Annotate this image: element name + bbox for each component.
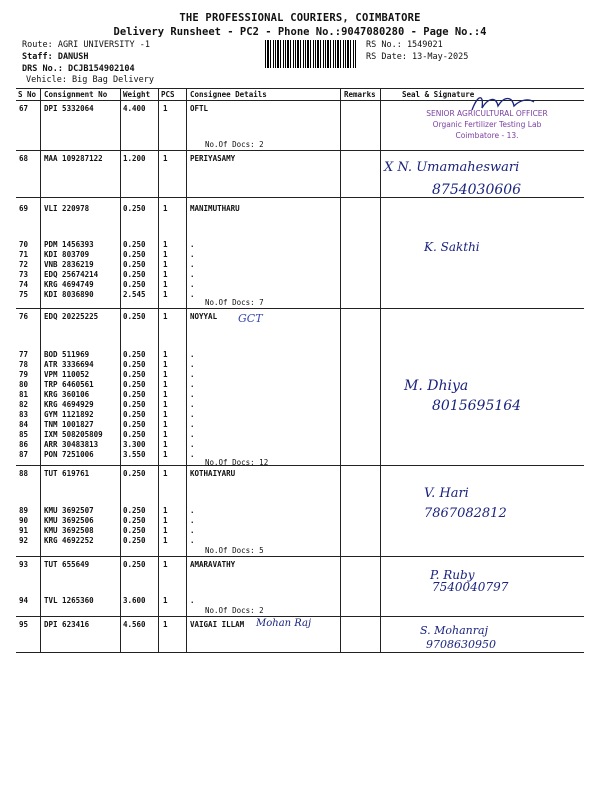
row-sno: 74 [19, 280, 29, 289]
col-sep [158, 88, 159, 653]
row-pcs: 1 [163, 240, 168, 249]
row-sno: 93 [19, 560, 29, 569]
row-weight: 0.250 [123, 380, 146, 389]
row-consignment-no: VNB 2836219 [44, 260, 94, 269]
row-consignee: . [190, 506, 195, 515]
row-pcs: 1 [163, 596, 168, 605]
row-sno: 85 [19, 430, 29, 439]
row-weight: 0.250 [123, 390, 146, 399]
row-consignment-no: KRG 4694929 [44, 400, 94, 409]
row-weight: 4.560 [123, 620, 146, 629]
row-consignee: PERIYASAMY [190, 154, 236, 163]
row-consignment-no: DPI 623416 [44, 620, 90, 629]
row-consignee: . [190, 596, 195, 605]
handwritten-name: X N. Umamaheswari [384, 160, 520, 175]
row-consignee: . [190, 420, 195, 429]
row-consignee: . [190, 390, 195, 399]
row-consignee: AMARAVATHY [190, 560, 236, 569]
row-consignee: . [190, 370, 195, 379]
group-separator [16, 465, 584, 466]
table-top-border [16, 88, 584, 89]
row-sno: 86 [19, 440, 29, 449]
rs-number: RS No.: 1549021 [366, 40, 443, 50]
row-consignee: . [190, 250, 195, 259]
signature-image [468, 92, 538, 118]
row-weight: 2.545 [123, 290, 146, 299]
row-sno: 94 [19, 596, 29, 605]
handwritten-note: GCT [238, 312, 263, 325]
row-consignee: . [190, 526, 195, 535]
handwritten-phone: 8015695164 [432, 398, 522, 414]
row-consignment-no: KRG 4692252 [44, 536, 94, 545]
row-sno: 68 [19, 154, 29, 163]
row-weight: 0.250 [123, 410, 146, 419]
row-weight: 0.250 [123, 526, 146, 535]
row-pcs: 1 [163, 400, 168, 409]
row-pcs: 1 [163, 420, 168, 429]
row-consignment-no: TRP 6460561 [44, 380, 94, 389]
row-consignment-no: EDQ 25674214 [44, 270, 99, 279]
group-separator [16, 308, 584, 309]
row-consignment-no: KDI 8036890 [44, 290, 94, 299]
rs-date: RS Date: 13-May-2025 [366, 52, 469, 62]
row-consignment-no: KRG 360106 [44, 390, 90, 399]
row-consignee: . [190, 410, 195, 419]
table-bottom-border [16, 652, 584, 653]
row-pcs: 1 [163, 380, 168, 389]
docs-count: No.Of Docs: 12 [205, 458, 269, 467]
drs-label: DRS No.: DCJB154902104 [22, 64, 135, 74]
stamp-line: Organic Fertilizer Testing Lab [432, 120, 542, 129]
docs-count: No.Of Docs: 2 [205, 606, 264, 615]
docs-count: No.Of Docs: 7 [205, 298, 264, 307]
group-separator [16, 556, 584, 557]
row-consignment-no: EDQ 20225225 [44, 312, 99, 321]
row-weight: 0.250 [123, 360, 146, 369]
row-weight: 4.400 [123, 104, 146, 113]
row-weight: 0.250 [123, 560, 146, 569]
row-pcs: 1 [163, 410, 168, 419]
row-consignee: . [190, 240, 195, 249]
col-header-pcs: PCS [161, 90, 175, 99]
row-pcs: 1 [163, 370, 168, 379]
row-consignee: . [190, 290, 195, 299]
docs-count: No.Of Docs: 2 [205, 140, 264, 149]
row-sno: 87 [19, 450, 29, 459]
row-pcs: 1 [163, 450, 168, 459]
barcode-image [265, 40, 357, 68]
row-consignment-no: GYM 1121892 [44, 410, 94, 419]
row-consignee: . [190, 380, 195, 389]
staff-label: Staff: DANUSH [22, 52, 89, 62]
row-consignee: . [190, 430, 195, 439]
row-consignee: OFTL [190, 104, 209, 113]
col-sep [40, 88, 41, 653]
company-title: THE PROFESSIONAL COURIERS, COIMBATORE [179, 12, 421, 24]
row-sno: 83 [19, 410, 29, 419]
handwritten-name: S. Mohanraj [420, 624, 488, 637]
row-consignment-no: DPI 5332064 [44, 104, 94, 113]
row-consignee: . [190, 350, 195, 359]
row-weight: 0.250 [123, 260, 146, 269]
handwritten-phone: 9708630950 [426, 638, 496, 651]
row-consignment-no: PON 7251006 [44, 450, 94, 459]
row-weight: 0.250 [123, 370, 146, 379]
row-sno: 69 [19, 204, 29, 213]
row-pcs: 1 [163, 390, 168, 399]
col-sep [380, 88, 381, 653]
row-sno: 77 [19, 350, 29, 359]
col-header-seal-signature: Seal & Signature [402, 90, 475, 99]
row-consignee: KOTHAIYARU [190, 469, 236, 478]
row-pcs: 1 [163, 506, 168, 515]
handwritten-name: P. Ruby [430, 568, 475, 582]
row-sno: 75 [19, 290, 29, 299]
row-weight: 0.250 [123, 536, 146, 545]
row-sno: 92 [19, 536, 29, 545]
row-pcs: 1 [163, 360, 168, 369]
row-pcs: 1 [163, 560, 168, 569]
row-consignment-no: TUT 619761 [44, 469, 90, 478]
row-consignment-no: BOD 511969 [44, 350, 90, 359]
row-sno: 82 [19, 400, 29, 409]
row-weight: 3.600 [123, 596, 146, 605]
row-sno: 91 [19, 526, 29, 535]
row-weight: 0.250 [123, 430, 146, 439]
stamp-line: SENIOR AGRICULTURAL OFFICER [426, 109, 548, 118]
row-weight: 0.250 [123, 420, 146, 429]
row-weight: 0.250 [123, 204, 146, 213]
row-pcs: 1 [163, 350, 168, 359]
row-pcs: 1 [163, 270, 168, 279]
group-separator [16, 616, 584, 617]
row-consignee: MANIMUTHARU [190, 204, 240, 213]
row-consignment-no: IXM 508205809 [44, 430, 103, 439]
row-pcs: 1 [163, 536, 168, 545]
row-sno: 84 [19, 420, 29, 429]
handwritten-name: M. Dhiya [404, 378, 469, 394]
row-consignee: . [190, 260, 195, 269]
row-weight: 1.200 [123, 154, 146, 163]
row-sno: 72 [19, 260, 29, 269]
row-weight: 0.250 [123, 250, 146, 259]
row-consignment-no: TVL 1265360 [44, 596, 94, 605]
row-pcs: 1 [163, 469, 168, 478]
row-sno: 70 [19, 240, 29, 249]
row-pcs: 1 [163, 290, 168, 299]
row-sno: 78 [19, 360, 29, 369]
row-consignment-no: KMU 3692508 [44, 526, 94, 535]
row-pcs: 1 [163, 440, 168, 449]
row-sno: 76 [19, 312, 29, 321]
row-weight: 0.250 [123, 270, 146, 279]
row-pcs: 1 [163, 280, 168, 289]
row-consignee: . [190, 270, 195, 279]
row-weight: 0.250 [123, 240, 146, 249]
handwritten-name: K. Sakthi [424, 240, 480, 254]
row-sno: 73 [19, 270, 29, 279]
row-consignee: . [190, 450, 195, 459]
row-consignment-no: KMU 3692507 [44, 506, 94, 515]
vehicle-label: Vehicle: Big Bag Delivery [26, 75, 154, 85]
row-weight: 3.300 [123, 440, 146, 449]
row-consignment-no: ARR 30483813 [44, 440, 99, 449]
handwritten-phone: 7867082812 [424, 506, 507, 521]
row-consignment-no: TUT 655649 [44, 560, 90, 569]
row-consignee: . [190, 536, 195, 545]
docs-count: No.Of Docs: 5 [205, 546, 264, 555]
col-sep [120, 88, 121, 653]
row-weight: 0.250 [123, 312, 146, 321]
row-weight: 0.250 [123, 400, 146, 409]
row-consignee: . [190, 400, 195, 409]
row-consignment-no: KMU 3692506 [44, 516, 94, 525]
handwritten-phone: 7540040797 [432, 580, 509, 594]
col-sep [186, 88, 187, 653]
col-header-consignee: Consignee Details [190, 90, 267, 99]
row-pcs: 1 [163, 154, 168, 163]
row-weight: 0.250 [123, 350, 146, 359]
row-sno: 79 [19, 370, 29, 379]
row-sno: 71 [19, 250, 29, 259]
row-sno: 80 [19, 380, 29, 389]
col-header-remarks: Remarks [344, 90, 376, 99]
row-consignee: . [190, 280, 195, 289]
col-header-weight: Weight [123, 90, 151, 99]
stamp-line: Coimbatore - 13. [455, 131, 519, 140]
row-consignment-no: KRG 4694749 [44, 280, 94, 289]
row-sno: 67 [19, 104, 29, 113]
row-sno: 81 [19, 390, 29, 399]
row-sno: 90 [19, 516, 29, 525]
row-consignee: . [190, 516, 195, 525]
row-weight: 0.250 [123, 469, 146, 478]
row-sno: 89 [19, 506, 29, 515]
row-weight: 0.250 [123, 516, 146, 525]
row-consignee: . [190, 440, 195, 449]
row-weight: 3.550 [123, 450, 146, 459]
handwritten-name: V. Hari [424, 486, 469, 501]
row-pcs: 1 [163, 260, 168, 269]
row-sno: 95 [19, 620, 29, 629]
row-consignment-no: ATR 3336694 [44, 360, 94, 369]
route-label: Route: AGRI UNIVERSITY -1 [22, 40, 150, 50]
group-separator [16, 150, 584, 151]
row-pcs: 1 [163, 250, 168, 259]
runsheet-subtitle: Delivery Runsheet - PC2 - Phone No.:9047080280 - Page No.:4 [113, 26, 487, 38]
row-pcs: 1 [163, 430, 168, 439]
row-consignee: VAIGAI ILLAM [190, 620, 245, 629]
row-consignment-no: TNM 1001827 [44, 420, 94, 429]
col-header-sno: S No [18, 90, 37, 99]
row-consignment-no: VPM 110052 [44, 370, 90, 379]
handwritten-phone: 8754030606 [432, 182, 522, 198]
row-weight: 0.250 [123, 280, 146, 289]
row-pcs: 1 [163, 204, 168, 213]
handwritten-note: Mohan Raj [256, 618, 312, 629]
row-consignment-no: MAA 109287122 [44, 154, 103, 163]
row-pcs: 1 [163, 516, 168, 525]
row-consignment-no: KDI 803709 [44, 250, 90, 259]
row-consignment-no: VLI 220978 [44, 204, 90, 213]
row-consignee: NOYYAL [190, 312, 218, 321]
row-pcs: 1 [163, 526, 168, 535]
col-sep [340, 88, 341, 653]
row-pcs: 1 [163, 104, 168, 113]
row-pcs: 1 [163, 312, 168, 321]
row-weight: 0.250 [123, 506, 146, 515]
row-pcs: 1 [163, 620, 168, 629]
row-consignment-no: PDM 1456393 [44, 240, 94, 249]
row-sno: 88 [19, 469, 29, 478]
col-header-consignment: Consignment No [44, 90, 108, 99]
row-consignee: . [190, 360, 195, 369]
